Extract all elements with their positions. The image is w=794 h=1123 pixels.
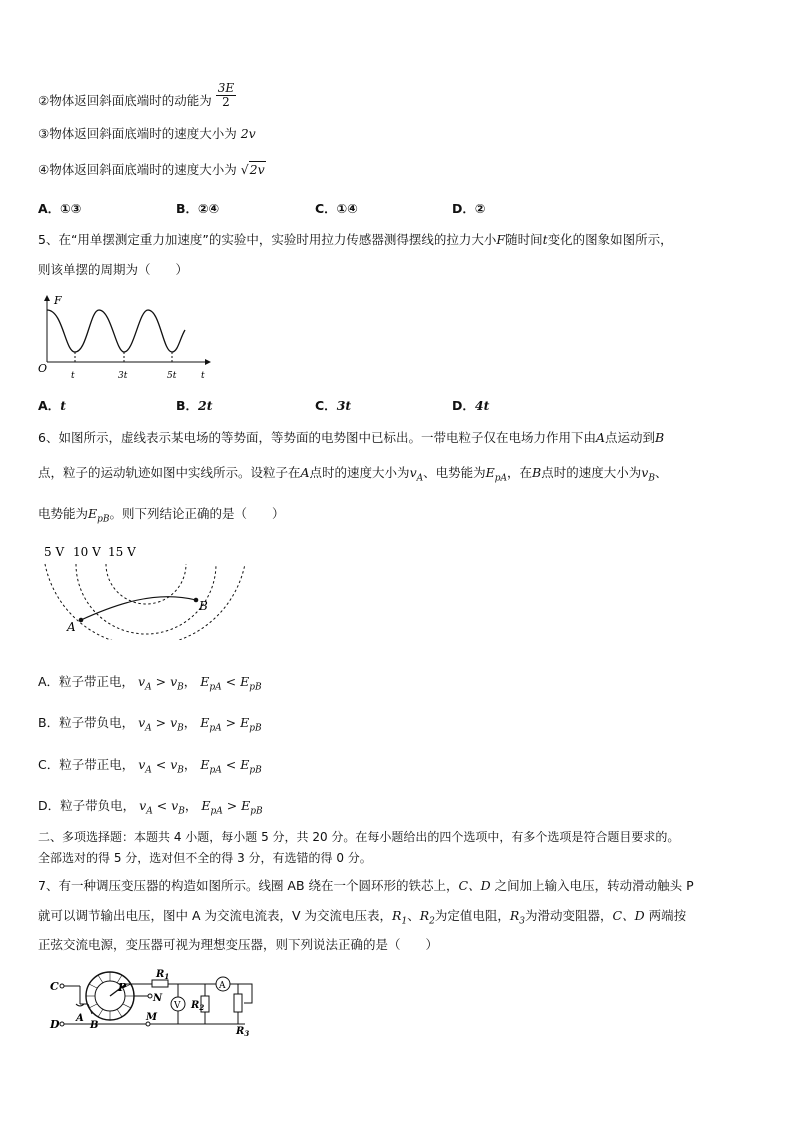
r-symbol: R xyxy=(392,908,402,923)
option-value: 2t xyxy=(198,398,213,413)
q4-item-3 xyxy=(38,124,256,142)
force-curve xyxy=(47,310,185,352)
velocity-relation: < xyxy=(156,798,168,813)
q6-text: ，在 xyxy=(507,465,533,480)
q6-va xyxy=(409,465,424,484)
frac-den: 2 xyxy=(222,95,230,109)
frac-num: 3E xyxy=(217,81,235,95)
velocity-relation: < xyxy=(155,757,167,772)
label-10v: 10 V xyxy=(73,545,101,559)
option-letter: C． xyxy=(315,398,337,413)
velocity-relation: > xyxy=(155,715,167,730)
q4-item-3-value: 2v xyxy=(240,126,256,141)
tick-label-t: t xyxy=(71,371,75,381)
option-value: 4t xyxy=(474,398,490,413)
label-ammeter: A xyxy=(219,981,226,991)
q6-stem-line-3 xyxy=(38,504,285,525)
q5-text-a: 5、在“用单摆测定重力加速度”的实验中，实验时用拉力传感器测得摆线的拉力大小 xyxy=(38,232,497,247)
option-letter: D． xyxy=(452,398,475,413)
q5-text-c: 变化的图象如图所示， xyxy=(547,232,673,247)
e-subscript: pA xyxy=(494,473,508,484)
option-formula: $v_A > v_B$， $E_{pA} < E_{pB}$ xyxy=(138,674,262,693)
q6-option-c xyxy=(38,755,262,776)
velocity-relation: > xyxy=(155,674,167,689)
q7-text: 7、有一种调压变压器的构造如图所示。线圈 AB 绕在一个圆环形的铁芯上， xyxy=(38,878,459,893)
q6-point-a-ref: A xyxy=(300,465,310,480)
rheostat-r3 xyxy=(234,994,242,1012)
q7-r3: $R_3$ xyxy=(509,908,526,927)
q6-text: 、电势能为 xyxy=(423,465,486,480)
point-a-dot xyxy=(79,618,84,623)
q6-text: 6、如图所示，虚线表示某电场的等势面，等势面的电势图中已标出。一带电粒子仅在电场力作用下由 xyxy=(38,430,596,445)
label-n: N xyxy=(153,993,163,1004)
q4-option-a: A．①③ xyxy=(38,201,82,216)
q6-text: 、 xyxy=(654,465,668,480)
r1-symbol: R xyxy=(156,969,165,980)
q4-item-3-text: ③物体返回斜面底端时的速度大小为 xyxy=(38,126,237,141)
v-symbol: v xyxy=(641,465,649,480)
e-symbol: E xyxy=(485,465,495,480)
tick-label-3t: 3t xyxy=(118,371,128,381)
v-subscript: A xyxy=(416,473,424,484)
q5-force-time-graph xyxy=(30,290,220,382)
q4-option-c: C．①④ xyxy=(315,201,358,216)
q4-item-2-text: ②物体返回斜面底端时的动能为 xyxy=(38,93,212,108)
q6-text: 。则下列结论正确的是（ ） xyxy=(109,506,285,521)
energy-relation: < xyxy=(225,757,237,772)
q6-epb xyxy=(88,506,110,525)
q6-equipotential-figure xyxy=(36,540,251,640)
q6-point-b-ref: B xyxy=(655,430,665,445)
label-5v: 5 V xyxy=(44,545,65,559)
v-symbol: v xyxy=(409,465,417,480)
option-prefix: D．粒子带负电， xyxy=(38,798,136,813)
q6-option-a xyxy=(38,672,262,693)
terminal-d xyxy=(60,1022,64,1026)
option-letter: B． xyxy=(176,398,199,413)
q7-circuit-diagram xyxy=(40,966,270,1036)
label-r2 xyxy=(190,1000,204,1012)
option-letter: A． xyxy=(38,398,61,413)
q4-option-b: B．②④ xyxy=(176,201,220,216)
y-axis-label: F xyxy=(54,294,62,307)
r-symbol: R xyxy=(509,908,520,923)
q7-text: 两端按 xyxy=(644,908,687,923)
q5-var-t: t xyxy=(542,232,548,247)
option-formula: $v_A < v_B$， $E_{pA} < E_{pB}$ xyxy=(138,757,262,776)
q6-stem-line-2 xyxy=(38,463,667,484)
q5-option-c xyxy=(315,396,351,414)
r2-subscript: 2 xyxy=(199,1003,205,1012)
q5-text-b: 随时间 xyxy=(505,232,543,247)
energy-relation: < xyxy=(225,674,237,689)
q6-stem-line-1 xyxy=(38,428,664,446)
q4-item-4-text: ④物体返回斜面底端时的速度大小为 xyxy=(38,162,237,177)
v-subscript: B xyxy=(648,473,655,484)
q6-option-b xyxy=(38,713,262,734)
terminal-n xyxy=(148,994,152,998)
rheostat-slider xyxy=(244,984,252,1003)
label-p: P xyxy=(118,981,127,994)
q4-item-4-sqrt: √2v xyxy=(240,162,265,177)
q5-option-a xyxy=(38,396,66,414)
q5-stem-line-2: 则该单摆的周期为（ ） xyxy=(38,262,189,277)
option-prefix: A．粒子带正电， xyxy=(38,674,135,689)
q7-cd: C、D xyxy=(612,908,645,923)
q5-stem-line-1 xyxy=(38,230,673,248)
r3-symbol: R xyxy=(236,1026,245,1036)
option-prefix: B．粒子带负电， xyxy=(38,715,135,730)
q6-text: 点时的速度大小为 xyxy=(309,465,410,480)
q6-vb xyxy=(641,465,655,484)
x-axis-label: t xyxy=(201,371,205,381)
q6-point-b-ref: B xyxy=(532,465,542,480)
particle-trajectory xyxy=(81,597,196,620)
e-subscript: pB xyxy=(97,514,110,525)
sqrt-radicand: 2v xyxy=(249,162,265,177)
r2-symbol: R xyxy=(191,1000,200,1011)
q7-stem-line-2: 就可以调节输出电压，图中 A 为交流电流表，V 为交流电压表，$R_1$、$R_2$为定值电阻，$R_3$为滑动变阻器，C、D 两端按 xyxy=(38,908,687,927)
q5-var-f: F xyxy=(496,232,506,247)
q6-point-a-ref: A xyxy=(595,430,605,445)
q7-stem-line-1 xyxy=(38,876,694,894)
label-b: B xyxy=(199,599,208,613)
q6-text: 点，粒子的运动轨迹如图中实线所示。设粒子在 xyxy=(38,465,301,480)
r1-subscript: 1 xyxy=(164,972,170,981)
point-b-dot xyxy=(194,598,199,603)
q7-cd: C、D xyxy=(458,878,491,893)
resistor-r1 xyxy=(152,980,168,987)
label-r1 xyxy=(155,969,169,981)
q4-item-2 xyxy=(38,81,236,115)
r-symbol: R xyxy=(419,908,430,923)
origin-label: O xyxy=(38,362,48,375)
section-2-heading-line-1: 二、多项选择题：本题共 4 小题，每小题 5 分，共 20 分。在每小题给出的四个选项中，有多个选项是符合题目要求的。 xyxy=(38,830,680,844)
q6-text: 点时的速度大小为 xyxy=(541,465,642,480)
q4-option-d: D．② xyxy=(452,201,486,216)
label-b-coil: B xyxy=(90,1020,99,1031)
label-v: V xyxy=(174,1001,181,1011)
q7-stem-line-3: 正弦交流电源，变压器可视为理想变压器，则下列说法正确的是（ ） xyxy=(38,937,439,952)
label-a-coil: A xyxy=(76,1013,84,1024)
q7-r2: $R_2$ xyxy=(419,908,435,927)
terminal-c xyxy=(60,984,64,988)
label-d: D xyxy=(50,1018,60,1031)
label-15v: 15 V xyxy=(108,545,136,559)
option-value: t xyxy=(60,398,66,413)
section-2-heading-line-2: 全部选对的得 5 分，选对但不全的得 3 分，有选错的得 0 分。 xyxy=(38,851,372,865)
label-a: A xyxy=(67,620,76,634)
q4-item-4 xyxy=(38,160,266,178)
label-c: C xyxy=(50,980,59,993)
label-r3 xyxy=(235,1026,249,1036)
tick-label-5t: 5t xyxy=(167,371,177,381)
q7-text: 之间加上输入电压，转动滑动触头 P xyxy=(490,878,694,893)
option-prefix: C．粒子带正电， xyxy=(38,757,135,772)
q7-text: 为滑动变阻器， xyxy=(525,908,613,923)
q6-epa xyxy=(485,465,508,484)
energy-relation: > xyxy=(225,715,237,730)
q4-item-2-fraction xyxy=(216,82,236,109)
q7-text: 为定值电阻， xyxy=(434,908,510,923)
q7-text: 就可以调节输出电压，图中 A 为交流电流表，V 为交流电压表， xyxy=(38,908,393,923)
q6-text: 电势能为 xyxy=(38,506,89,521)
q5-option-d xyxy=(452,396,489,414)
q7-r1: $R_1$ xyxy=(392,908,408,927)
option-formula: $v_A < v_B$， $E_{pA} > E_{pB}$ xyxy=(139,798,263,817)
q6-text: 点运动到 xyxy=(605,430,656,445)
r3-subscript: 3 xyxy=(244,1029,250,1036)
option-formula: $v_A > v_B$， $E_{pA} > E_{pB}$ xyxy=(138,715,262,734)
energy-relation: > xyxy=(226,798,238,813)
q5-option-b xyxy=(176,396,213,414)
q6-option-d xyxy=(38,796,263,817)
option-value: 3t xyxy=(336,398,352,413)
label-m: M xyxy=(146,1012,158,1023)
e-symbol: E xyxy=(88,506,98,521)
